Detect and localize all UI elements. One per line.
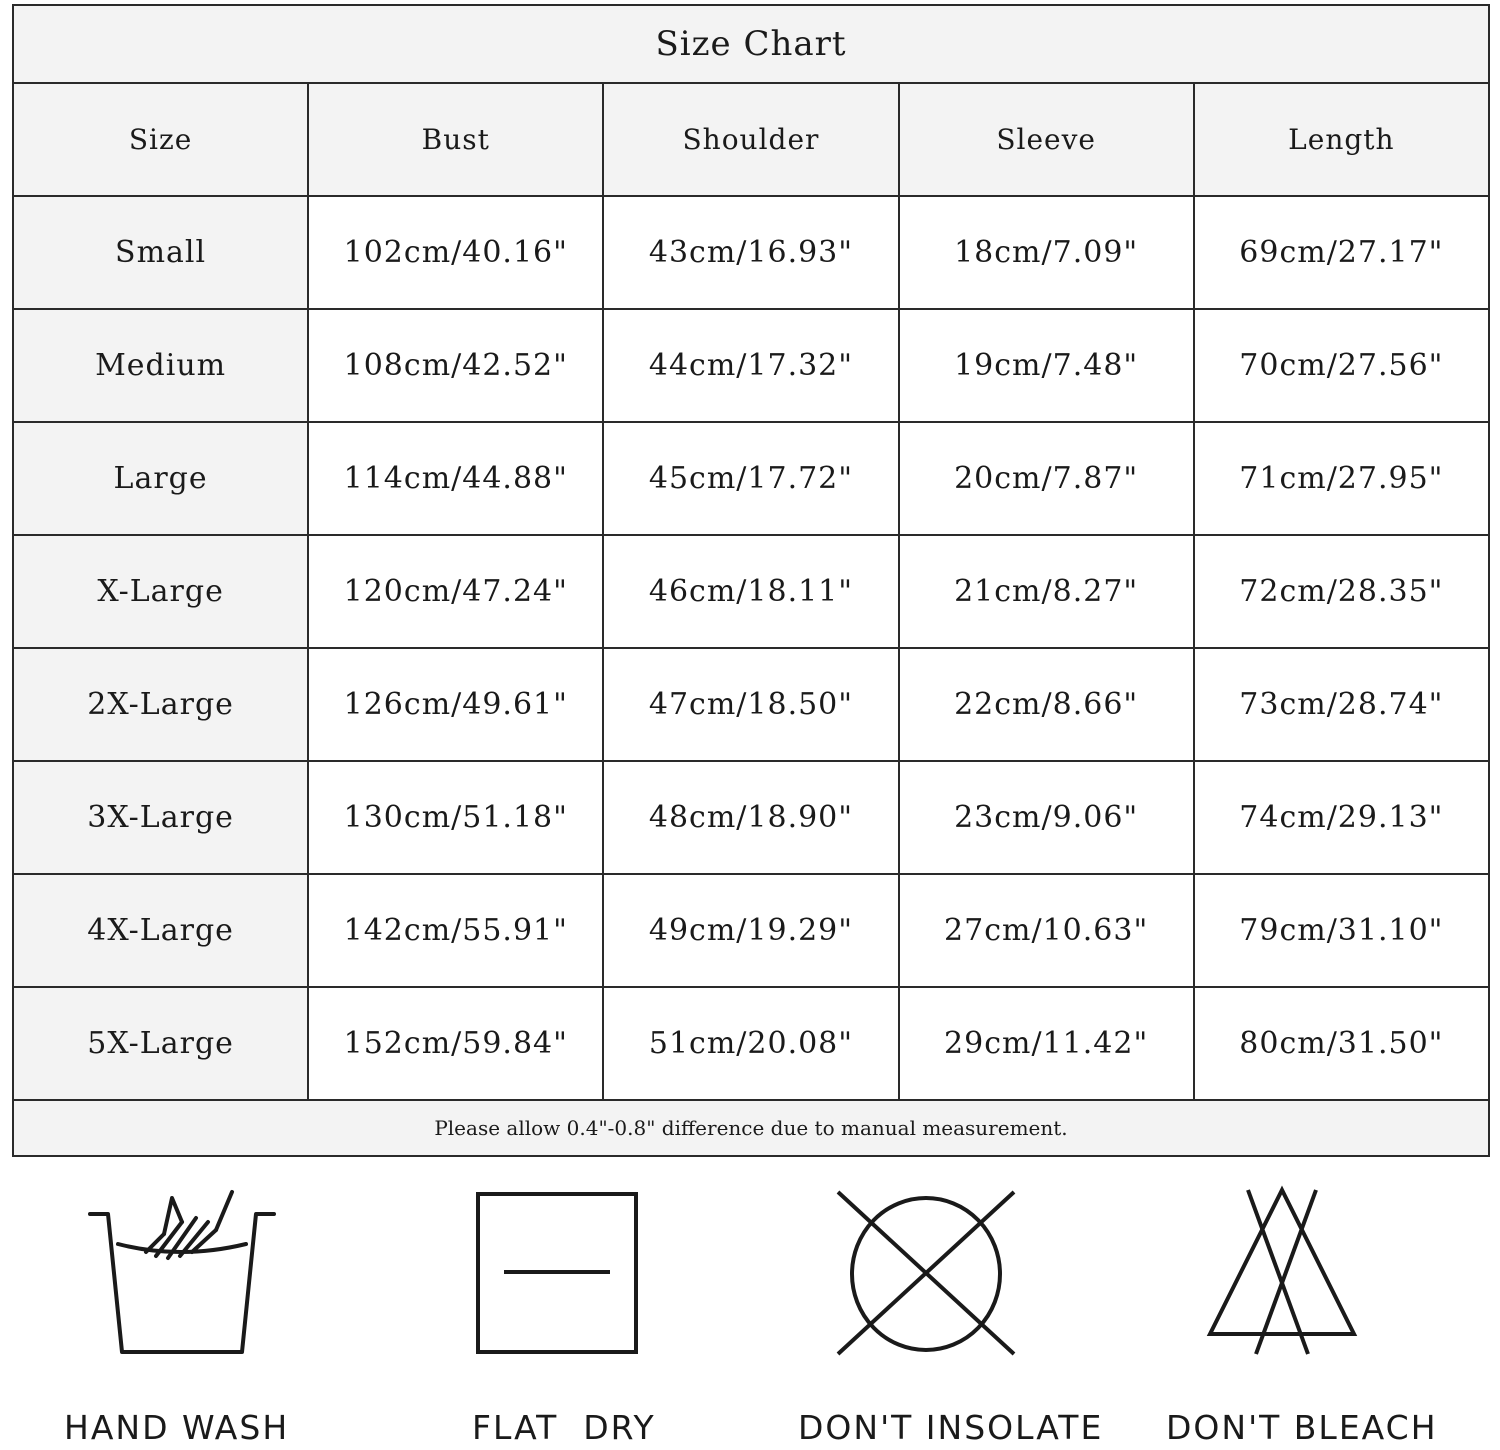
size-name-cell: Large	[13, 422, 308, 535]
size-name-cell: 4X-Large	[13, 874, 308, 987]
length-cell: 69cm/27.17"	[1194, 196, 1489, 309]
care-item-dont-insolate	[798, 1160, 1168, 1450]
size-name-cell: 3X-Large	[13, 761, 308, 874]
care-label-dont-bleach: DON'T BLEACH	[1166, 1408, 1438, 1447]
size-name-cell: X-Large	[13, 535, 308, 648]
table-row	[13, 422, 1489, 535]
column-header-bust: Bust	[308, 83, 603, 196]
column-header-size: Size	[13, 83, 308, 196]
bust-cell: 108cm/42.52"	[308, 309, 603, 422]
sleeve-cell: 19cm/7.48"	[899, 309, 1194, 422]
size-name-cell: Small	[13, 196, 308, 309]
hand-wash-icon	[60, 1182, 300, 1362]
sleeve-cell: 18cm/7.09"	[899, 196, 1194, 309]
measurement-note: Please allow 0.4"-0.8" difference due to manual measurement.	[13, 1100, 1489, 1156]
care-label-hand-wash: HAND WASH	[64, 1408, 290, 1447]
length-cell: 73cm/28.74"	[1194, 648, 1489, 761]
bust-cell: 126cm/49.61"	[308, 648, 603, 761]
table-row	[13, 987, 1489, 1100]
table-row	[13, 196, 1489, 309]
sleeve-cell: 22cm/8.66"	[899, 648, 1194, 761]
table-row	[13, 648, 1489, 761]
shoulder-cell: 48cm/18.90"	[603, 761, 898, 874]
note-row	[13, 1100, 1489, 1156]
sleeve-cell: 27cm/10.63"	[899, 874, 1194, 987]
bust-cell: 102cm/40.16"	[308, 196, 603, 309]
table-row	[13, 535, 1489, 648]
header-row	[13, 83, 1489, 196]
care-label-flat-dry: FLAT DRY	[472, 1408, 656, 1447]
care-item-dont-bleach	[1166, 1160, 1500, 1450]
table-row	[13, 309, 1489, 422]
sleeve-cell: 29cm/11.42"	[899, 987, 1194, 1100]
length-cell: 80cm/31.50"	[1194, 987, 1489, 1100]
length-cell: 79cm/31.10"	[1194, 874, 1489, 987]
size-name-cell: Medium	[13, 309, 308, 422]
title-row	[13, 5, 1489, 83]
shoulder-cell: 49cm/19.29"	[603, 874, 898, 987]
care-instructions	[0, 1160, 1500, 1450]
column-header-length: Length	[1194, 83, 1489, 196]
length-cell: 71cm/27.95"	[1194, 422, 1489, 535]
sleeve-cell: 20cm/7.87"	[899, 422, 1194, 535]
do-not-bleach-icon	[1166, 1182, 1426, 1362]
shoulder-cell: 45cm/17.72"	[603, 422, 898, 535]
shoulder-cell: 43cm/16.93"	[603, 196, 898, 309]
shoulder-cell: 46cm/18.11"	[603, 535, 898, 648]
column-header-sleeve: Sleeve	[899, 83, 1194, 196]
bust-cell: 142cm/55.91"	[308, 874, 603, 987]
column-header-shoulder: Shoulder	[603, 83, 898, 196]
size-chart-table	[12, 4, 1490, 1157]
bust-cell: 114cm/44.88"	[308, 422, 603, 535]
table-row	[13, 761, 1489, 874]
bust-cell: 130cm/51.18"	[308, 761, 603, 874]
care-item-hand-wash	[60, 1160, 430, 1450]
shoulder-cell: 44cm/17.32"	[603, 309, 898, 422]
chart-title: Size Chart	[13, 5, 1489, 83]
shoulder-cell: 51cm/20.08"	[603, 987, 898, 1100]
length-cell: 72cm/28.35"	[1194, 535, 1489, 648]
table-row	[13, 874, 1489, 987]
bust-cell: 120cm/47.24"	[308, 535, 603, 648]
care-label-dont-insolate: DON'T INSOLATE	[798, 1408, 1104, 1447]
care-item-flat-dry	[470, 1160, 840, 1450]
length-cell: 70cm/27.56"	[1194, 309, 1489, 422]
do-not-tumble-dry-icon	[798, 1182, 1058, 1362]
size-name-cell: 2X-Large	[13, 648, 308, 761]
length-cell: 74cm/29.13"	[1194, 761, 1489, 874]
sleeve-cell: 23cm/9.06"	[899, 761, 1194, 874]
sleeve-cell: 21cm/8.27"	[899, 535, 1194, 648]
shoulder-cell: 47cm/18.50"	[603, 648, 898, 761]
flat-dry-icon	[470, 1182, 650, 1362]
bust-cell: 152cm/59.84"	[308, 987, 603, 1100]
size-name-cell: 5X-Large	[13, 987, 308, 1100]
